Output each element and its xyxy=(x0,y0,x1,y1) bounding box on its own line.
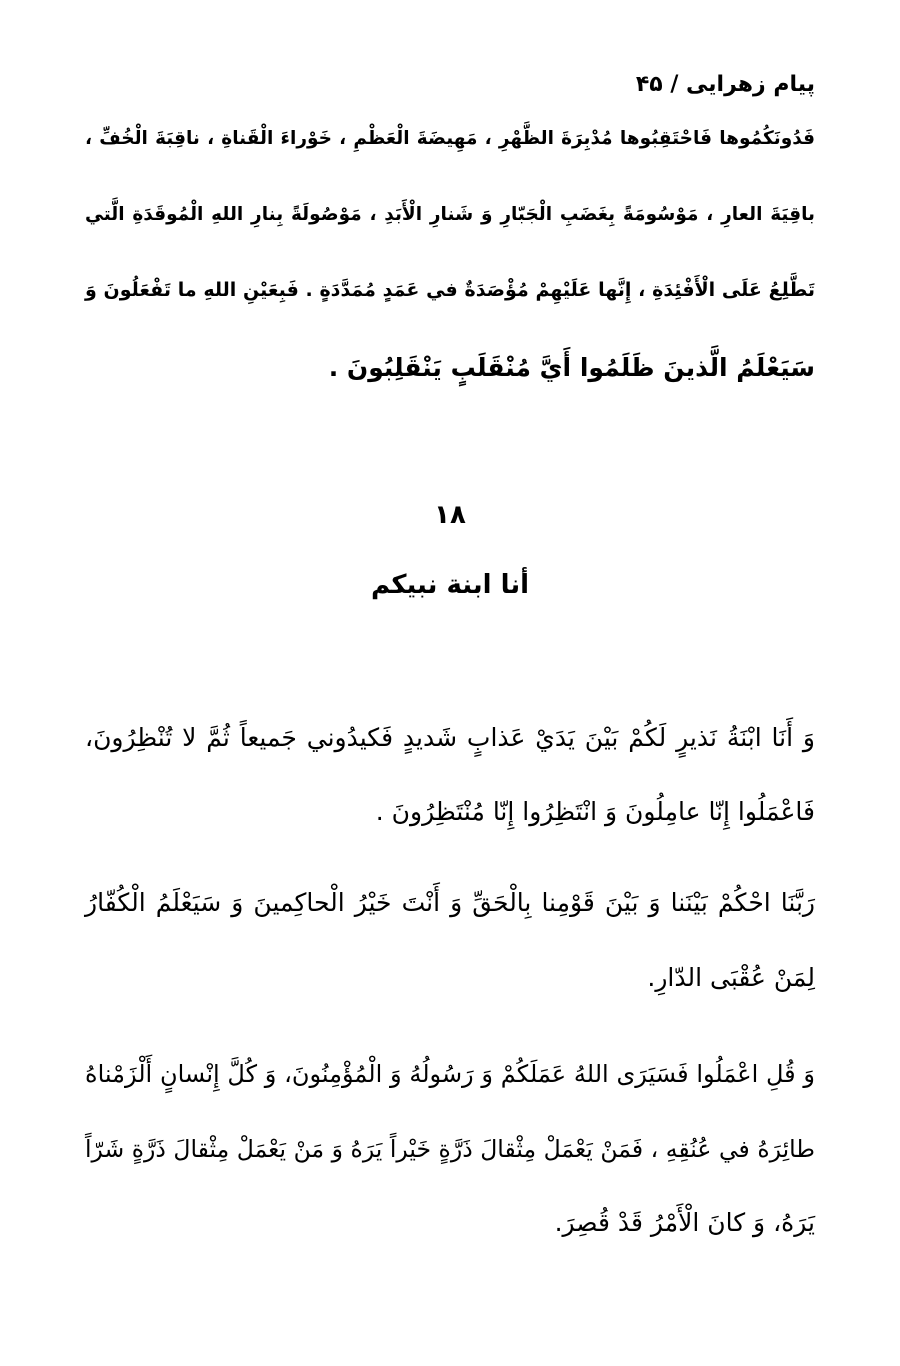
opening-line-4: سَيَعْلَمُ الَّذينَ ظَلَمُوا أَيَّ مُنْقَلَبٍ يَنْقَلِبُونَ . xyxy=(328,353,815,382)
section-number: ۱۸ xyxy=(434,500,466,530)
paragraph-3-line-1: وَ قُلِ اعْمَلُوا فَسَيَرَى اللهُ عَمَلَكُمْ وَ رَسُولُهُ وَ الْمُؤْمِنُونَ، وَ كُلَّ إِنْسانٍ أَلْزَمْناهُ xyxy=(85,1060,815,1088)
paragraph-2-line-2: لِمَنْ عُقْبَى الدّارِ. xyxy=(647,963,815,992)
paragraph-3-line-3: يَرَهُ، وَ كانَ الْأَمْرُ قَدْ قُصِرَ. xyxy=(554,1208,815,1237)
running-header: پيام زهرايى / ۴۵ xyxy=(635,72,815,97)
paragraph-2-line-1: رَبَّنَا احْكُمْ بَيْنَنا وَ بَيْنَ قَوْمِنا بِالْحَقِّ وَ أَنْتَ خَيْرُ الْحاكِمينَ وَ سَيَعْلَمُ الْكُفّارُ xyxy=(85,888,815,917)
paragraph-1-line-1: وَ أَنَا ابْنَةُ نَذيرٍ لَكُمْ بَيْنَ يَدَيْ عَذابٍ شَديدٍ فَكيدُوني جَميعاً ثُمَّ لا تُنْظِرُونَ، xyxy=(85,723,815,752)
paragraph-1-line-2: فَاعْمَلُوا إِنّا عامِلُونَ وَ انْتَظِرُوا إِنّا مُنْتَظِرُونَ . xyxy=(375,797,815,826)
paragraph-3-line-2: طائِرَهُ في عُنُقِهِ ، فَمَنْ يَعْمَلْ مِثْقالَ ذَرَّةٍ خَيْراً يَرَهُ وَ مَنْ يَعْمَلْ مِثْقالَ ذَرَّةٍ شَرّاً xyxy=(85,1135,815,1163)
section-title: أنا ابنة نبيكم xyxy=(370,570,530,600)
opening-line-1: فَدُونَكُمُوها فَاحْتَقِبُوها مُدْبِرَةَ الظَّهْرِ ، مَهِيضَةَ الْعَظْمِ ، خَوْراءَ الْقَناةِ ، ناقِبَةَ الْخُفِّ ، xyxy=(85,128,815,149)
opening-line-2: باقِيَةَ العارِ ، مَوْسُومَةً بِغَضَبِ الْجَبّارِ وَ شَنارِ الْأَبَدِ ، مَوْصُولَةً بِنارِ اللهِ الْمُوقَدَةِ الَّتي xyxy=(85,204,815,225)
opening-line-3: تَطَّلِعُ عَلَى الْأَفْئِدَةِ ، إِنَّها عَلَيْهِمْ مُؤْصَدَةٌ في عَمَدٍ مُمَدَّدَةٍ . فَبِعَيْنِ اللهِ ما تَفْعَلُونَ وَ xyxy=(85,279,815,301)
